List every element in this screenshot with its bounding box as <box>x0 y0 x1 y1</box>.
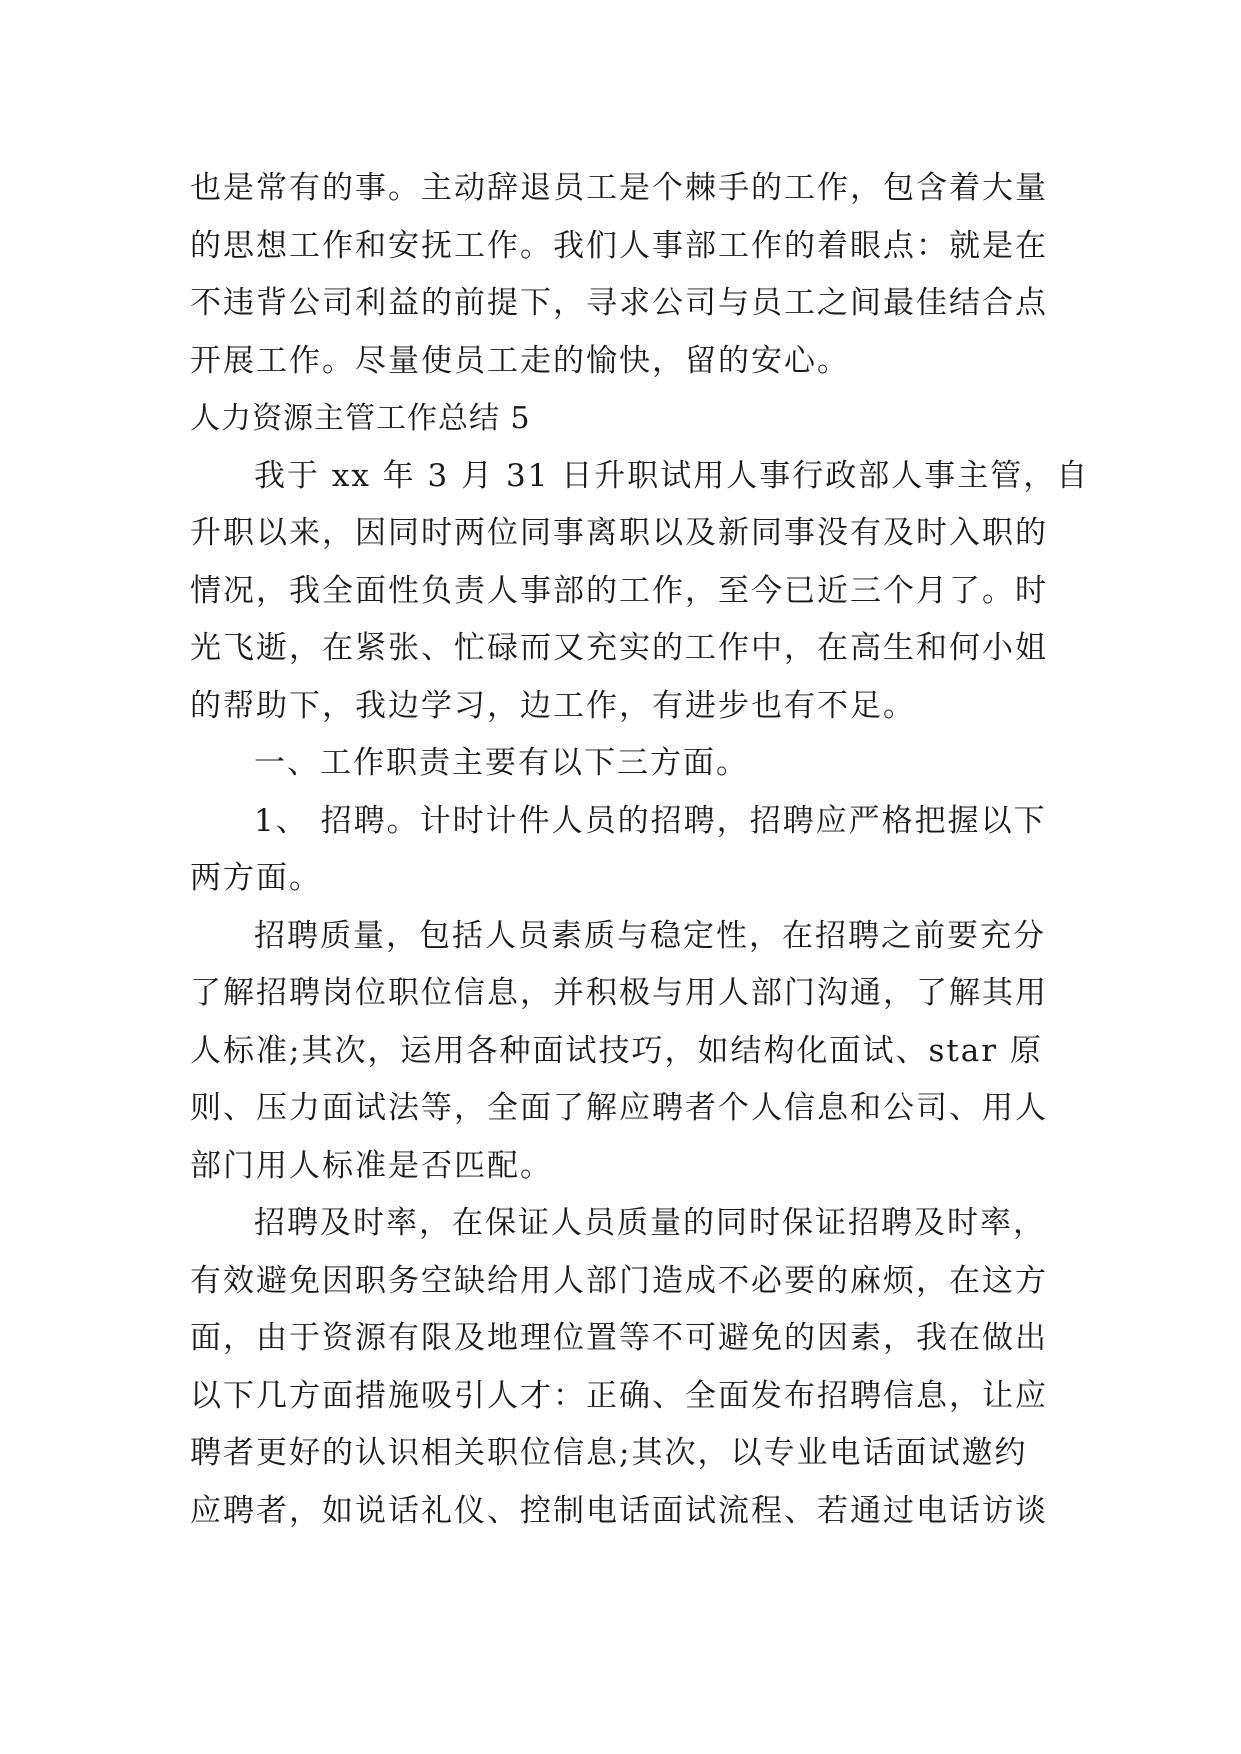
text-line: 情况，我全面性负责人事部的工作，至今已近三个月了。时 <box>190 572 1048 609</box>
paragraph-intro <box>190 448 1090 736</box>
text-line: 了解招聘岗位职位信息，并积极与用人部门沟通，了解其用 <box>190 975 1048 1011</box>
text-line: 有效避免因职务空缺给用人部门造成不必要的麻烦，在这方 <box>190 1262 1048 1299</box>
paragraph-duties-heading <box>190 735 1050 793</box>
text-line: 招聘质量，包括人员素质与稳定性，在招聘之前要充分 <box>254 917 1046 954</box>
text-line: 光飞逝，在紧张、忙碌而又充实的工作中，在高生和何小姐 <box>190 630 1048 666</box>
text-line: 两方面。 <box>190 860 322 896</box>
document-body <box>190 160 1090 1540</box>
paragraph-recruiting-quality <box>190 908 1050 1196</box>
text-line: 部门用人标准是否匹配。 <box>190 1147 553 1184</box>
text-line: 一、工作职责主要有以下三方面。 <box>254 745 749 781</box>
text-line: 招聘及时率，在保证人员质量的同时保证招聘及时率， <box>254 1205 1046 1241</box>
text-line: 也是常有的事。主动辞退员工是个棘手的工作，包含着大量 <box>190 170 1048 206</box>
paragraph-recruiting-timeliness <box>190 1195 1050 1540</box>
text-line: 的思想工作和安抚工作。我们人事部工作的着眼点：就是在 <box>190 227 1048 264</box>
text-line: 人标准;其次，运用各种面试技巧，如结构化面试、star 原 <box>190 1032 1043 1069</box>
text-line: 我于 xx 年 3 月 31 日升职试用人事行政部人事主管，自 <box>254 457 1090 494</box>
section-heading <box>190 390 1050 448</box>
text-line: 则、压力面试法等，全面了解应聘者个人信息和公司、用人 <box>190 1090 1048 1126</box>
text-line: 不违背公司利益的前提下，寻求公司与员工之间最佳结合点 <box>190 285 1048 321</box>
text-line: 开展工作。尽量使员工走的愉快，留的安心。 <box>190 342 850 379</box>
text-line: 以下几方面措施吸引人才：正确、全面发布招聘信息，让应 <box>190 1377 1048 1414</box>
paragraph-continuation <box>190 160 1050 390</box>
text-line: 升职以来，因同时两位同事离职以及新同事没有及时入职的 <box>190 515 1048 551</box>
text-line: 1、 招聘。计时计件人员的招聘，招聘应严格把握以下 <box>254 802 1047 839</box>
text-line: 面，由于资源有限及地理位置等不可避免的因素，我在做出 <box>190 1320 1048 1356</box>
heading-text: 人力资源主管工作总结 5 <box>190 401 531 436</box>
text-line: 应聘者，如说话礼仪、控制电话面试流程、若通过电话访谈 <box>190 1492 1048 1529</box>
paragraph-recruiting <box>190 793 1050 908</box>
text-line: 聘者更好的认识相关职位信息;其次，以专业电话面试邀约 <box>190 1435 1028 1471</box>
text-line: 的帮助下，我边学习，边工作，有进步也有不足。 <box>190 687 916 724</box>
